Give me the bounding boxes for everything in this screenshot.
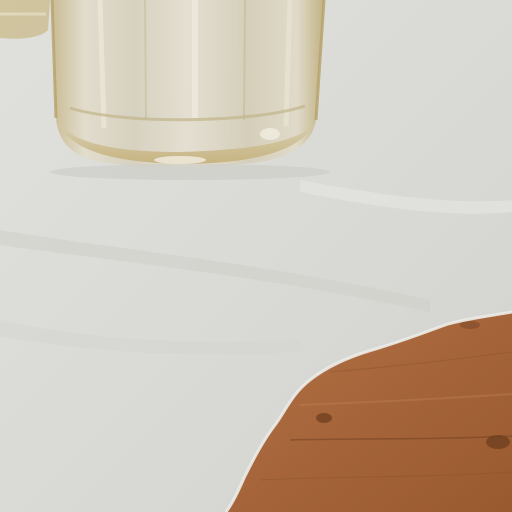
glass-tumbler xyxy=(52,0,324,167)
glass-shadow xyxy=(50,164,330,180)
second-glass xyxy=(0,0,50,39)
wood-knot xyxy=(316,413,332,423)
wood-knot xyxy=(460,321,480,329)
wood-knot xyxy=(486,435,510,449)
